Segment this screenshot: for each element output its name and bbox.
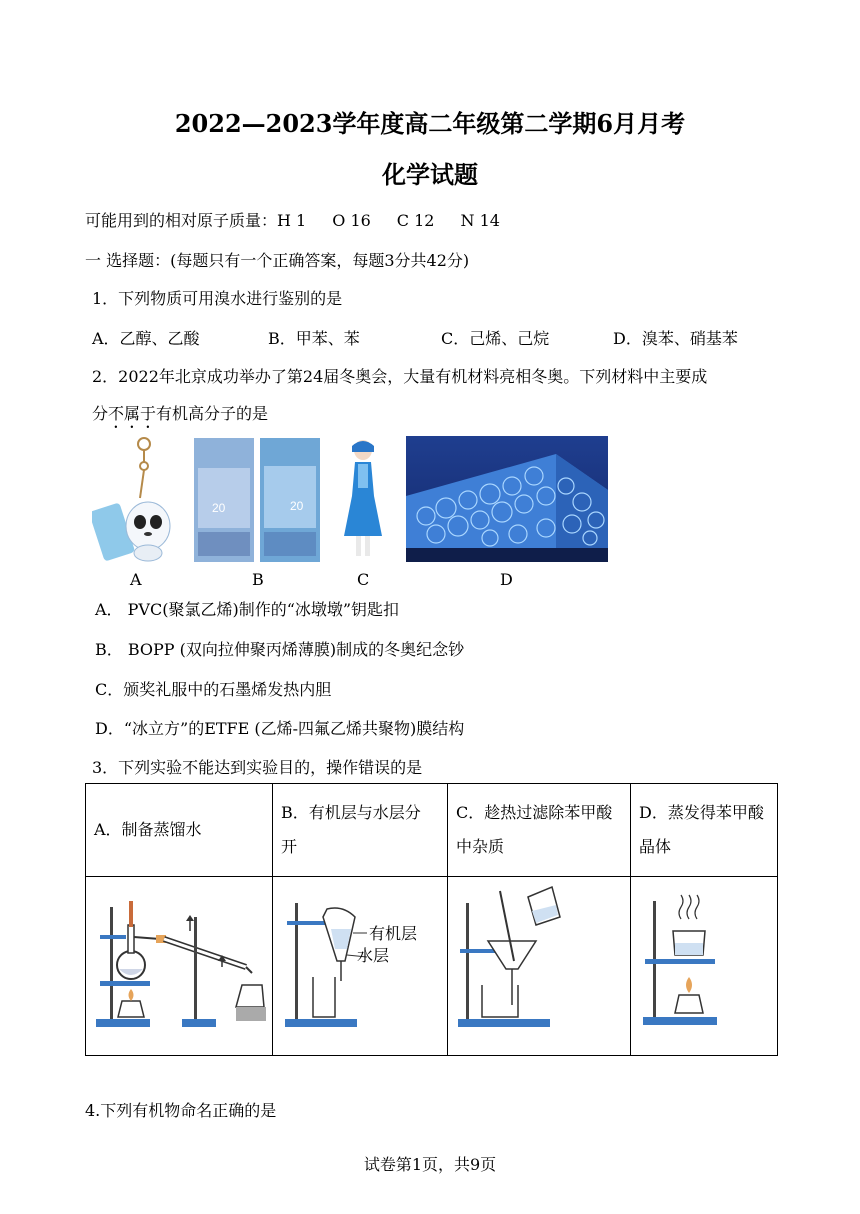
separatory-funnel-diagram: [273, 877, 447, 1043]
atomic-masses-label: 可能用到的相对原子质量：: [85, 211, 278, 230]
water-cube-image: [406, 436, 608, 562]
image-label-c: C: [357, 570, 370, 589]
q2-stem-post: 有机高分子的是: [156, 404, 269, 423]
q2-stem-emphasis: 不属于: [108, 404, 157, 423]
q1-option-a: A．乙醇、乙酸: [92, 329, 200, 348]
organic-layer-label: 有机层: [369, 924, 418, 943]
mass-n: N 14: [460, 211, 500, 230]
evaporation-diagram: [631, 877, 777, 1043]
svg-text:20: 20: [290, 499, 304, 513]
mass-h: H 1: [277, 211, 307, 230]
cell-c-diagram: [448, 877, 631, 1056]
hot-filtration-diagram: [448, 877, 630, 1043]
cell-b: [273, 784, 448, 877]
image-label-b: B: [252, 570, 264, 589]
cell-d-diagram: [631, 877, 778, 1056]
cell-a-text: A．制备蒸馏水: [94, 820, 202, 839]
q1-option-c: C．己烯、己烷: [441, 329, 550, 348]
mass-c: C 12: [396, 211, 435, 230]
question-4-stem: 4.下列有机物命名正确的是: [85, 1101, 277, 1120]
question-2-stem-line2: [92, 401, 268, 432]
mass-o: O 16: [332, 211, 371, 230]
page-subtitle: 化学试题: [382, 160, 478, 189]
question-1-stem: 1．下列物质可用溴水进行鉴别的是: [92, 289, 343, 308]
q2-option-c: C．颁奖礼服中的石墨烯发热内胆: [95, 680, 332, 699]
atomic-masses-line: [85, 208, 500, 231]
cell-c-text-2: 中杂质: [456, 837, 505, 856]
q2-stem-pre: 分: [92, 404, 109, 423]
keychain-image: [92, 436, 182, 564]
experiment-table: [85, 783, 778, 1056]
page-title: 2022—2023学年度高二年级第二学期6月月考: [174, 109, 686, 138]
distillation-apparatus-diagram: [86, 877, 272, 1043]
cell-c-text-1: C．趁热过滤除苯甲酸: [456, 803, 613, 822]
cell-b-text-1: B．有机层与水层分: [281, 803, 421, 822]
cell-a-diagram: [86, 877, 273, 1056]
section-heading: 一 选择题：(每题只有一个正确答案，每题3分共42分): [85, 251, 470, 270]
cell-d: [631, 784, 778, 877]
svg-text:20: 20: [212, 501, 226, 515]
cell-a: [86, 784, 273, 877]
q2-option-b: B． BOPP (双向拉伸聚丙烯薄膜)制成的冬奥纪念钞: [95, 640, 465, 659]
cell-b-diagram: [273, 877, 448, 1056]
question-2-stem-line1: 2．2022年北京成功举办了第24届冬奥会，大量有机材料亮相冬奥。下列材料中主要成: [92, 367, 708, 386]
cell-d-text-1: D．蒸发得苯甲酸: [639, 803, 764, 822]
q1-option-d: D．溴苯、硝基苯: [613, 329, 738, 348]
award-dress-image: [338, 438, 388, 562]
q1-option-b: B．甲苯、苯: [268, 329, 360, 348]
image-label-a: A: [130, 570, 142, 589]
cell-b-text-2: 开: [281, 837, 298, 856]
commemorative-banknotes-image: [194, 438, 322, 562]
water-layer-label: 水层: [357, 946, 390, 965]
q2-option-a: A． PVC(聚氯乙烯)制作的“冰墩墩”钥匙扣: [95, 600, 400, 619]
cell-d-text-2: 晶体: [639, 837, 672, 856]
question-3-stem: 3．下列实验不能达到实验目的，操作错误的是: [92, 758, 423, 777]
q2-option-d: D．“冰立方”的ETFE (乙烯-四氟乙烯共聚物)膜结构: [95, 719, 465, 738]
cell-c: [448, 784, 631, 877]
page-footer: 试卷第1页，共9页: [363, 1155, 497, 1174]
image-label-d: D: [500, 570, 513, 589]
